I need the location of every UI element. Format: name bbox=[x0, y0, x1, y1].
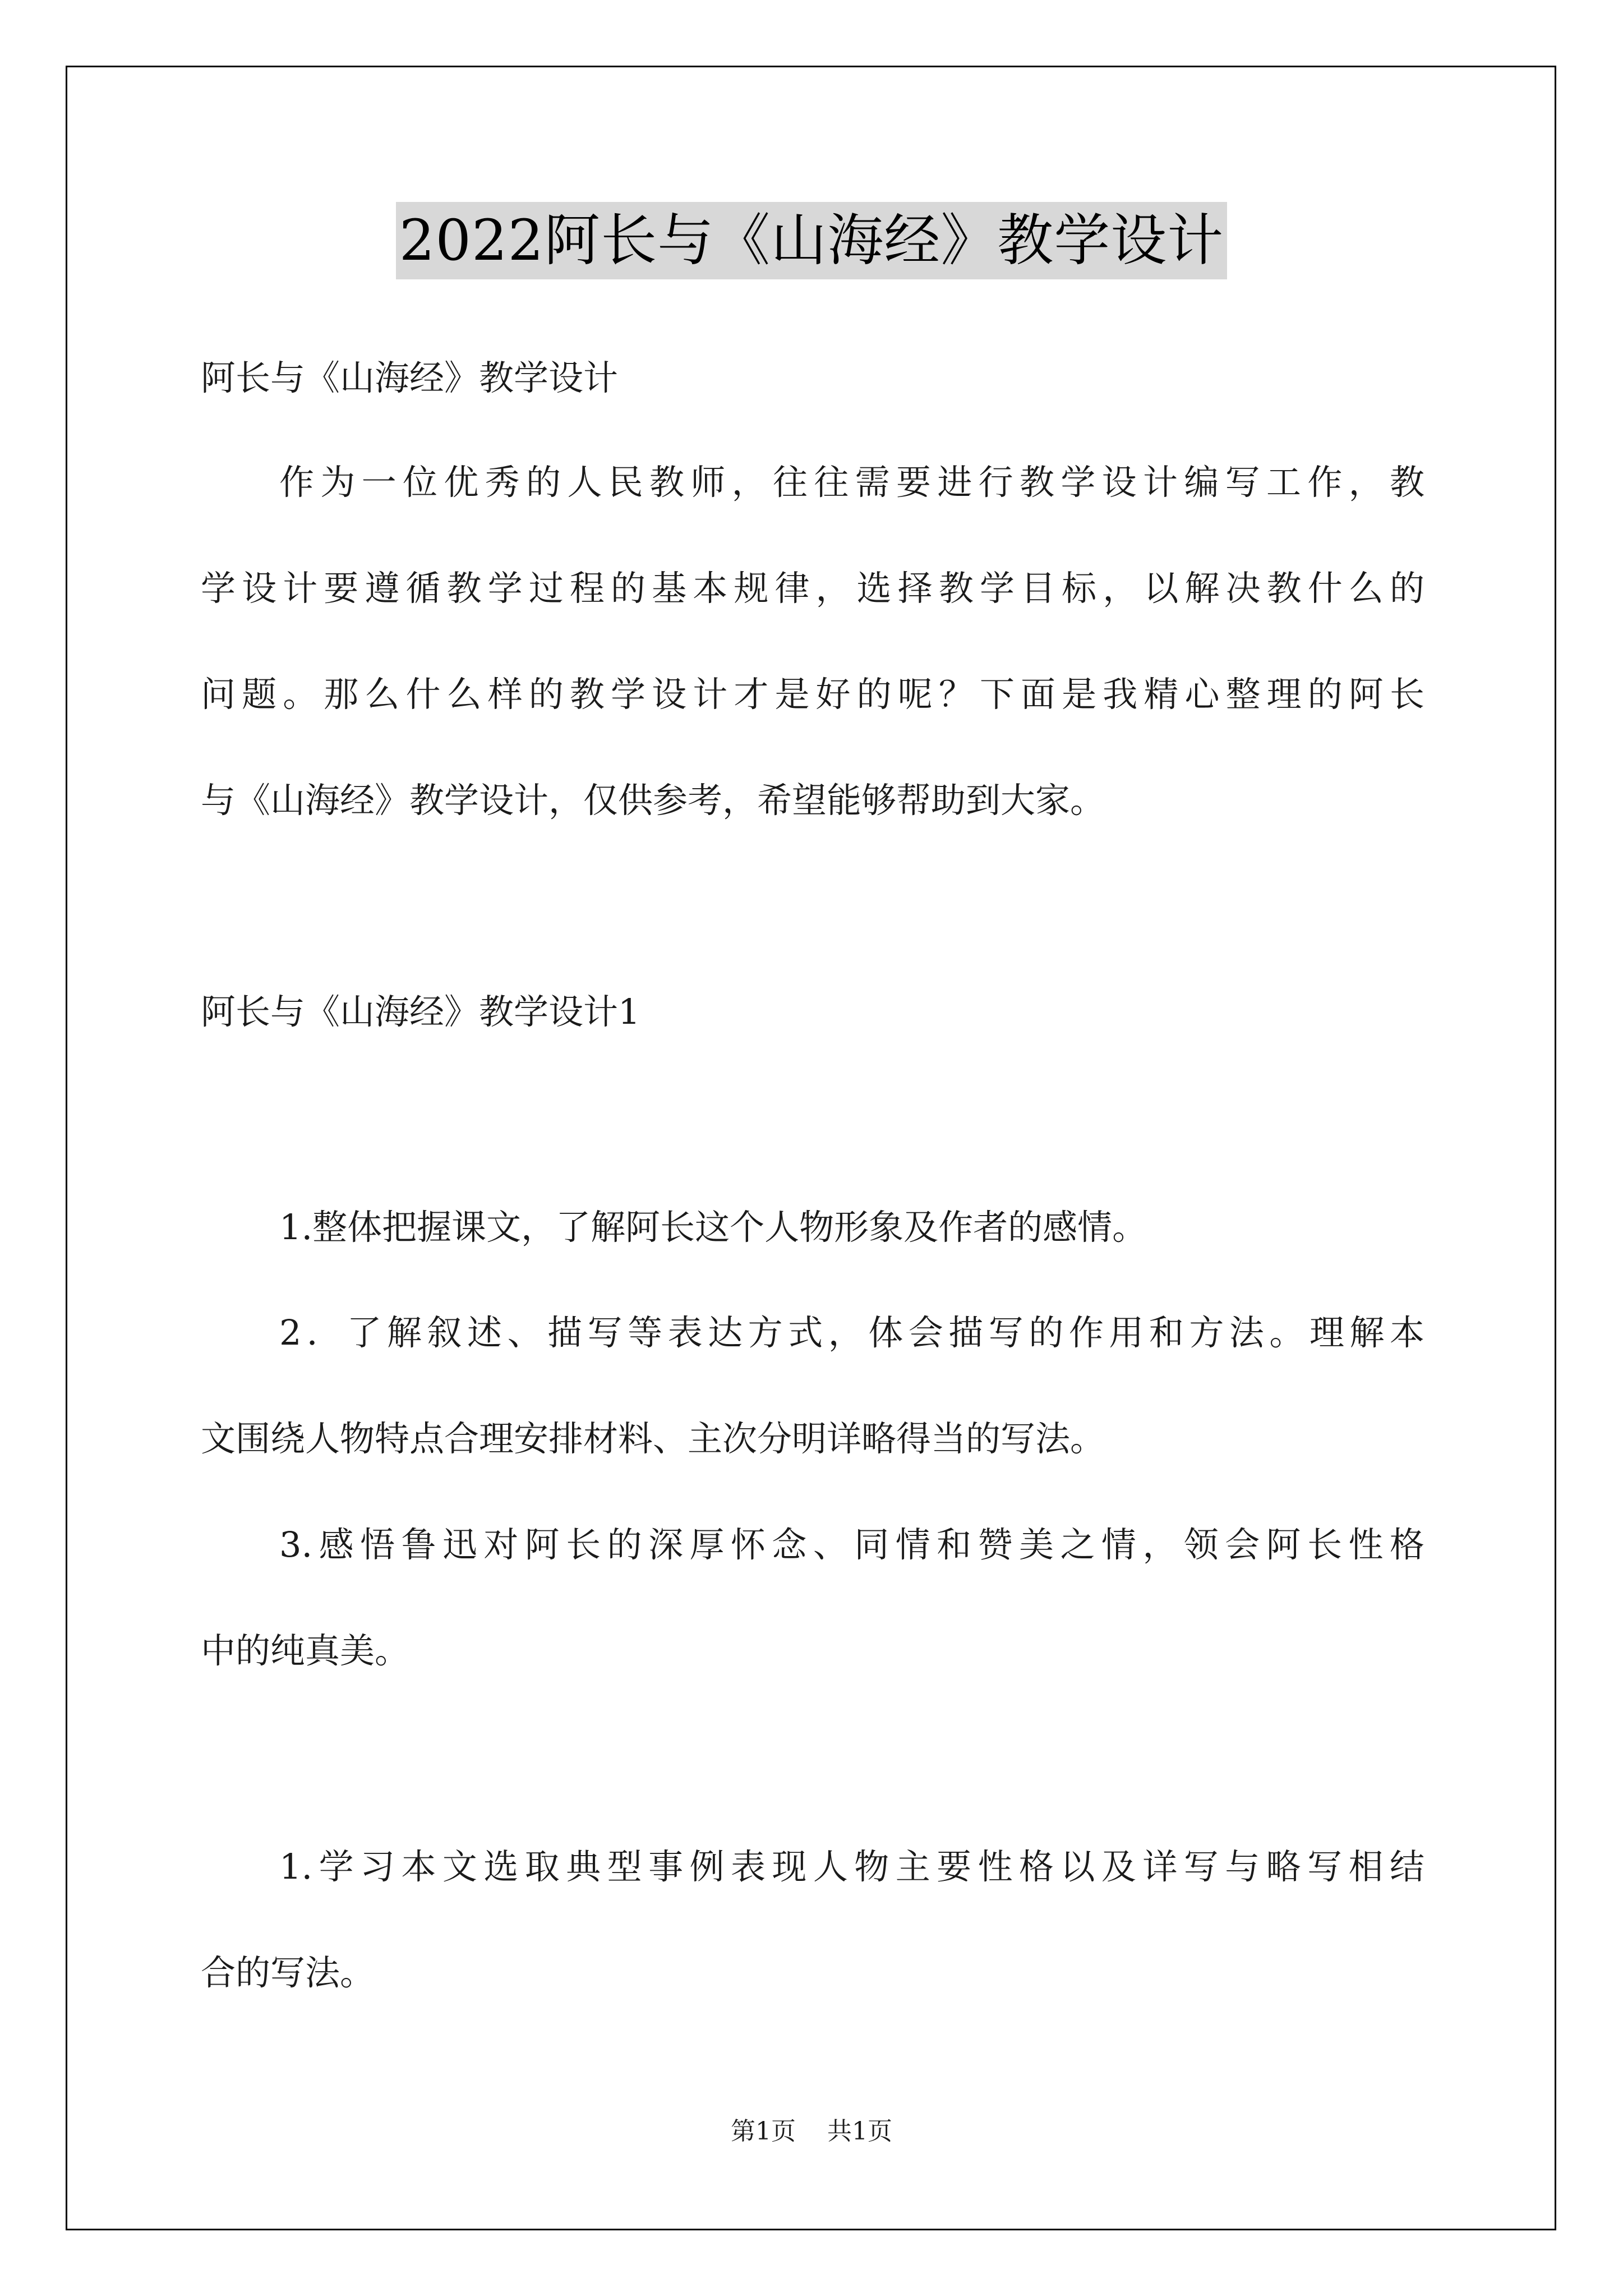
focus-line: 合的写法。 bbox=[201, 1952, 375, 1993]
intro-line: 学设计要遵循教学过程的基本规律，选择教学目标，以解决教什么的 bbox=[201, 568, 1424, 609]
page-footer bbox=[0, 2115, 1623, 2148]
goal-line: 文围绕人物特点合理安排材料、主次分明详略得当的写法。 bbox=[201, 1418, 1105, 1459]
intro-line: 与《山海经》教学设计，仅供参考，希望能够帮助到大家。 bbox=[201, 780, 1105, 821]
goal-line: 3.感悟鲁迅对阿长的深厚怀念、同情和赞美之情，领会阿长性格 bbox=[279, 1524, 1424, 1565]
goal-line: 2．了解叙述、描写等表达方式，体会描写的作用和方法。理解本 bbox=[279, 1312, 1424, 1353]
page-number: 第1页 bbox=[731, 2117, 796, 2146]
intro-line: 作为一位优秀的人民教师，往往需要进行教学设计编写工作，教 bbox=[279, 462, 1424, 503]
section-heading: 阿长与《山海经》教学设计1 bbox=[201, 991, 640, 1032]
title-wrap bbox=[0, 202, 1623, 279]
focus-line: 1.学习本文选取典型事例表现人物主要性格以及详写与略写相结 bbox=[279, 1846, 1424, 1887]
page-total: 共1页 bbox=[827, 2117, 892, 2146]
intro-line: 问题。那么什么样的教学设计才是好的呢？下面是我精心整理的阿长 bbox=[201, 674, 1424, 715]
document-title: 2022阿长与《山海经》教学设计 bbox=[396, 202, 1228, 279]
goal-line: 中的纯真美。 bbox=[201, 1630, 410, 1671]
document-subtitle: 阿长与《山海经》教学设计 bbox=[201, 357, 619, 398]
goal-line: 1.整体把握课文，了解阿长这个人物形象及作者的感情。 bbox=[279, 1207, 1147, 1248]
